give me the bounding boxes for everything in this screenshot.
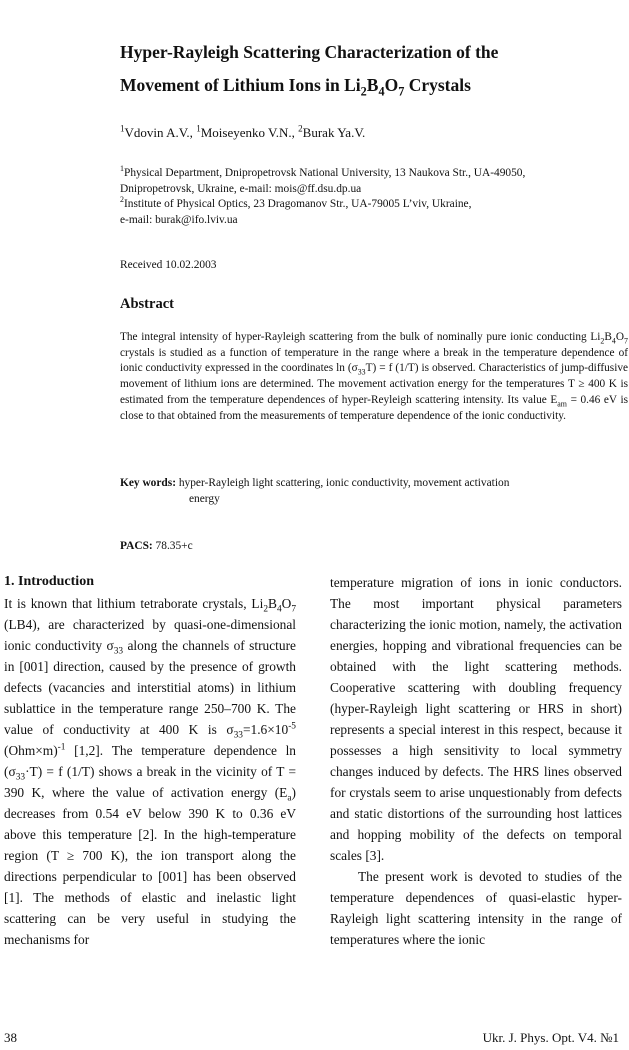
superscript: -1: [57, 742, 66, 753]
keywords-text: hyper-Rayleigh light scattering, ionic conductivity, movement activation: [176, 477, 510, 489]
subscript: am: [557, 399, 567, 409]
subscript: 33: [113, 646, 124, 657]
abstract-heading: Abstract: [120, 296, 174, 312]
text-run: T) = f (1/T) is observed. Characteristics of jump-diffusive movement of lithium ions are determined. The movement activation energy for the temperatures Т ≥ 400 K is estimated from the temperature dependences of hyper-Reyleigh scattering intensity. Its value E: [120, 362, 628, 406]
left-column: [4, 572, 296, 950]
sigma-symbol: σ: [226, 722, 234, 737]
superscript: -5: [288, 721, 296, 732]
sigma-symbol: σ: [106, 638, 114, 653]
author-name: Moiseyenko V.N.,: [200, 125, 299, 140]
right-column: [330, 572, 622, 950]
text-run: ) decreases from 0.54 eV below 390 K to 0.36 eV above this temperature [2]. In the high-temperature region (T ≥ 700 K), the ion transport along the directions perpendicular to [001] has been observed [1]. The methods of elastic and inelastic light scattering can be very useful in studying the mechanisms for: [4, 785, 296, 947]
text-run: (LB4), are characterized by quasi-one-dimensional ionic conductivity: [4, 617, 296, 653]
authors: [120, 125, 365, 141]
title-text: B: [366, 75, 379, 95]
affiliation-2: [120, 197, 620, 213]
intro-paragraph-3: The present work is devoted to studies of the temperature dependences of quasi-elastic hyper-Rayleigh light scattering intensity in the range of temperatures where the ionic: [330, 869, 622, 947]
author-name: Burak Ya.V.: [302, 125, 366, 140]
text-run: =1.6×10: [242, 722, 289, 737]
intro-paragraph-2: temperature migration of ions in ionic conductors. The most important physical parameters characterizing the ionic motion, namely, the activation energies, hopping and vibrational frequencies can be obtained with the light scattering methods. Cooperative scattering with doubling frequency (hyper-Rayleigh light scattering or HRS in short) represents a special interest in this respect, because it possesses a high sensitivity to local symmetry changes induced by defects. The HRS lines observed for crystals seem to arise unquestionably from defects and static distortions of the surrounding host lattices and hopping mobility of the defects on temporal scales [3].: [330, 575, 622, 863]
text-run: O: [615, 331, 625, 343]
text-run: [1,2]. The temperature dependence ln (: [4, 743, 296, 779]
sigma-symbol: σ: [351, 362, 358, 375]
paper-title: [120, 36, 590, 102]
affiliation-mark: 1: [196, 123, 201, 134]
subscript: 7: [398, 84, 405, 99]
received-date: Received 10.02.2003: [120, 259, 217, 271]
journal-reference: Ukr. J. Phys. Opt. V4. №1: [482, 1030, 619, 1045]
subscript: 33: [15, 772, 26, 783]
text-run: = 0.46 eV is close to that obtained from the measurements of temperature dependence of the ionic conductivity.: [120, 393, 628, 422]
title-text: Movement of Lithium Ions in Li: [120, 75, 361, 95]
pacs-label: PACS:: [120, 540, 153, 552]
subscript: 33: [357, 367, 366, 377]
subscript: 2: [263, 604, 269, 615]
subscript: a: [287, 793, 292, 804]
text-run: (Ohm×m): [4, 743, 58, 758]
text-run: It is known that lithium tetraborate crystals, Li: [4, 596, 264, 611]
affiliations: [120, 166, 620, 228]
subscript: 7: [291, 604, 296, 615]
text-run: B: [604, 331, 612, 343]
section-heading: 1. Introduction: [4, 574, 94, 589]
abstract-text: [120, 330, 628, 424]
intro-paragraph-1: [4, 593, 296, 950]
subscript: 7: [624, 336, 628, 346]
affiliation-text: Physical Department, Dnipropetrovsk National University, 13 Naukova Str., UA-49050,: [123, 167, 526, 179]
title-text: O: [384, 75, 399, 95]
subscript: 2: [360, 84, 367, 99]
text-run: The integral intensity of hyper-Rayleigh scattering from the bulk of nominally pure ionic conducting Li: [120, 331, 601, 343]
affiliation-1-cont: Dnipropetrovsk, Ukraine, e-mail: mois@ff.dsu.dp.ua: [120, 182, 362, 195]
title-line-1: Hyper-Rayleigh Scattering Characterization of the: [120, 42, 499, 62]
affiliation-mark: 1: [120, 164, 124, 174]
affiliation-2-cont: e-mail: burak@ifo.lviv.ua: [120, 213, 238, 226]
page-number: 38: [4, 1030, 17, 1045]
keywords: [120, 476, 610, 507]
subscript: 2: [600, 336, 605, 346]
keywords-line-2: energy: [189, 492, 220, 505]
text-run: along the channels of structure in [001] direction, caused by the presence of growth defects (vacancies and interstitial atoms) in lithium sublattice in the temperature range 250–700 K. The value of conductivity at 400 K is: [4, 638, 296, 737]
affiliation-mark: 2: [120, 195, 124, 205]
keywords-label: Key words:: [120, 477, 176, 489]
keywords-line-1: [120, 476, 610, 492]
text-run: O: [281, 596, 292, 611]
title-text: Crystals: [404, 75, 471, 95]
author-name: Vdovin A.V.,: [124, 125, 197, 140]
sigma-symbol: σ: [8, 764, 16, 779]
title-line-2: [120, 69, 590, 102]
pacs: [120, 540, 193, 552]
subscript: 4: [378, 84, 385, 99]
subscript: 4: [276, 604, 282, 615]
affiliation-text: Institute of Physical Optics, 23 Dragomanov Str., UA-79005 L’viv, Ukraine,: [123, 198, 472, 211]
subscript: 33: [233, 730, 243, 741]
affiliation-mark: 2: [298, 123, 303, 134]
affiliation-1: [120, 166, 620, 182]
text-run: crystals is studied as a function of temperature in the range where a break in the temperature dependence of ionic conductivity expressed in the coordinates ln (: [120, 346, 628, 375]
affiliation-mark: 1: [120, 123, 125, 134]
pacs-value: 78.35+c: [152, 540, 193, 552]
subscript: 4: [611, 336, 616, 346]
text-run: B: [268, 596, 277, 611]
text-run: ·T) = f (1/T) shows a break in the vicinity of T = 390 K, where the value of activation energy (E: [4, 764, 296, 800]
